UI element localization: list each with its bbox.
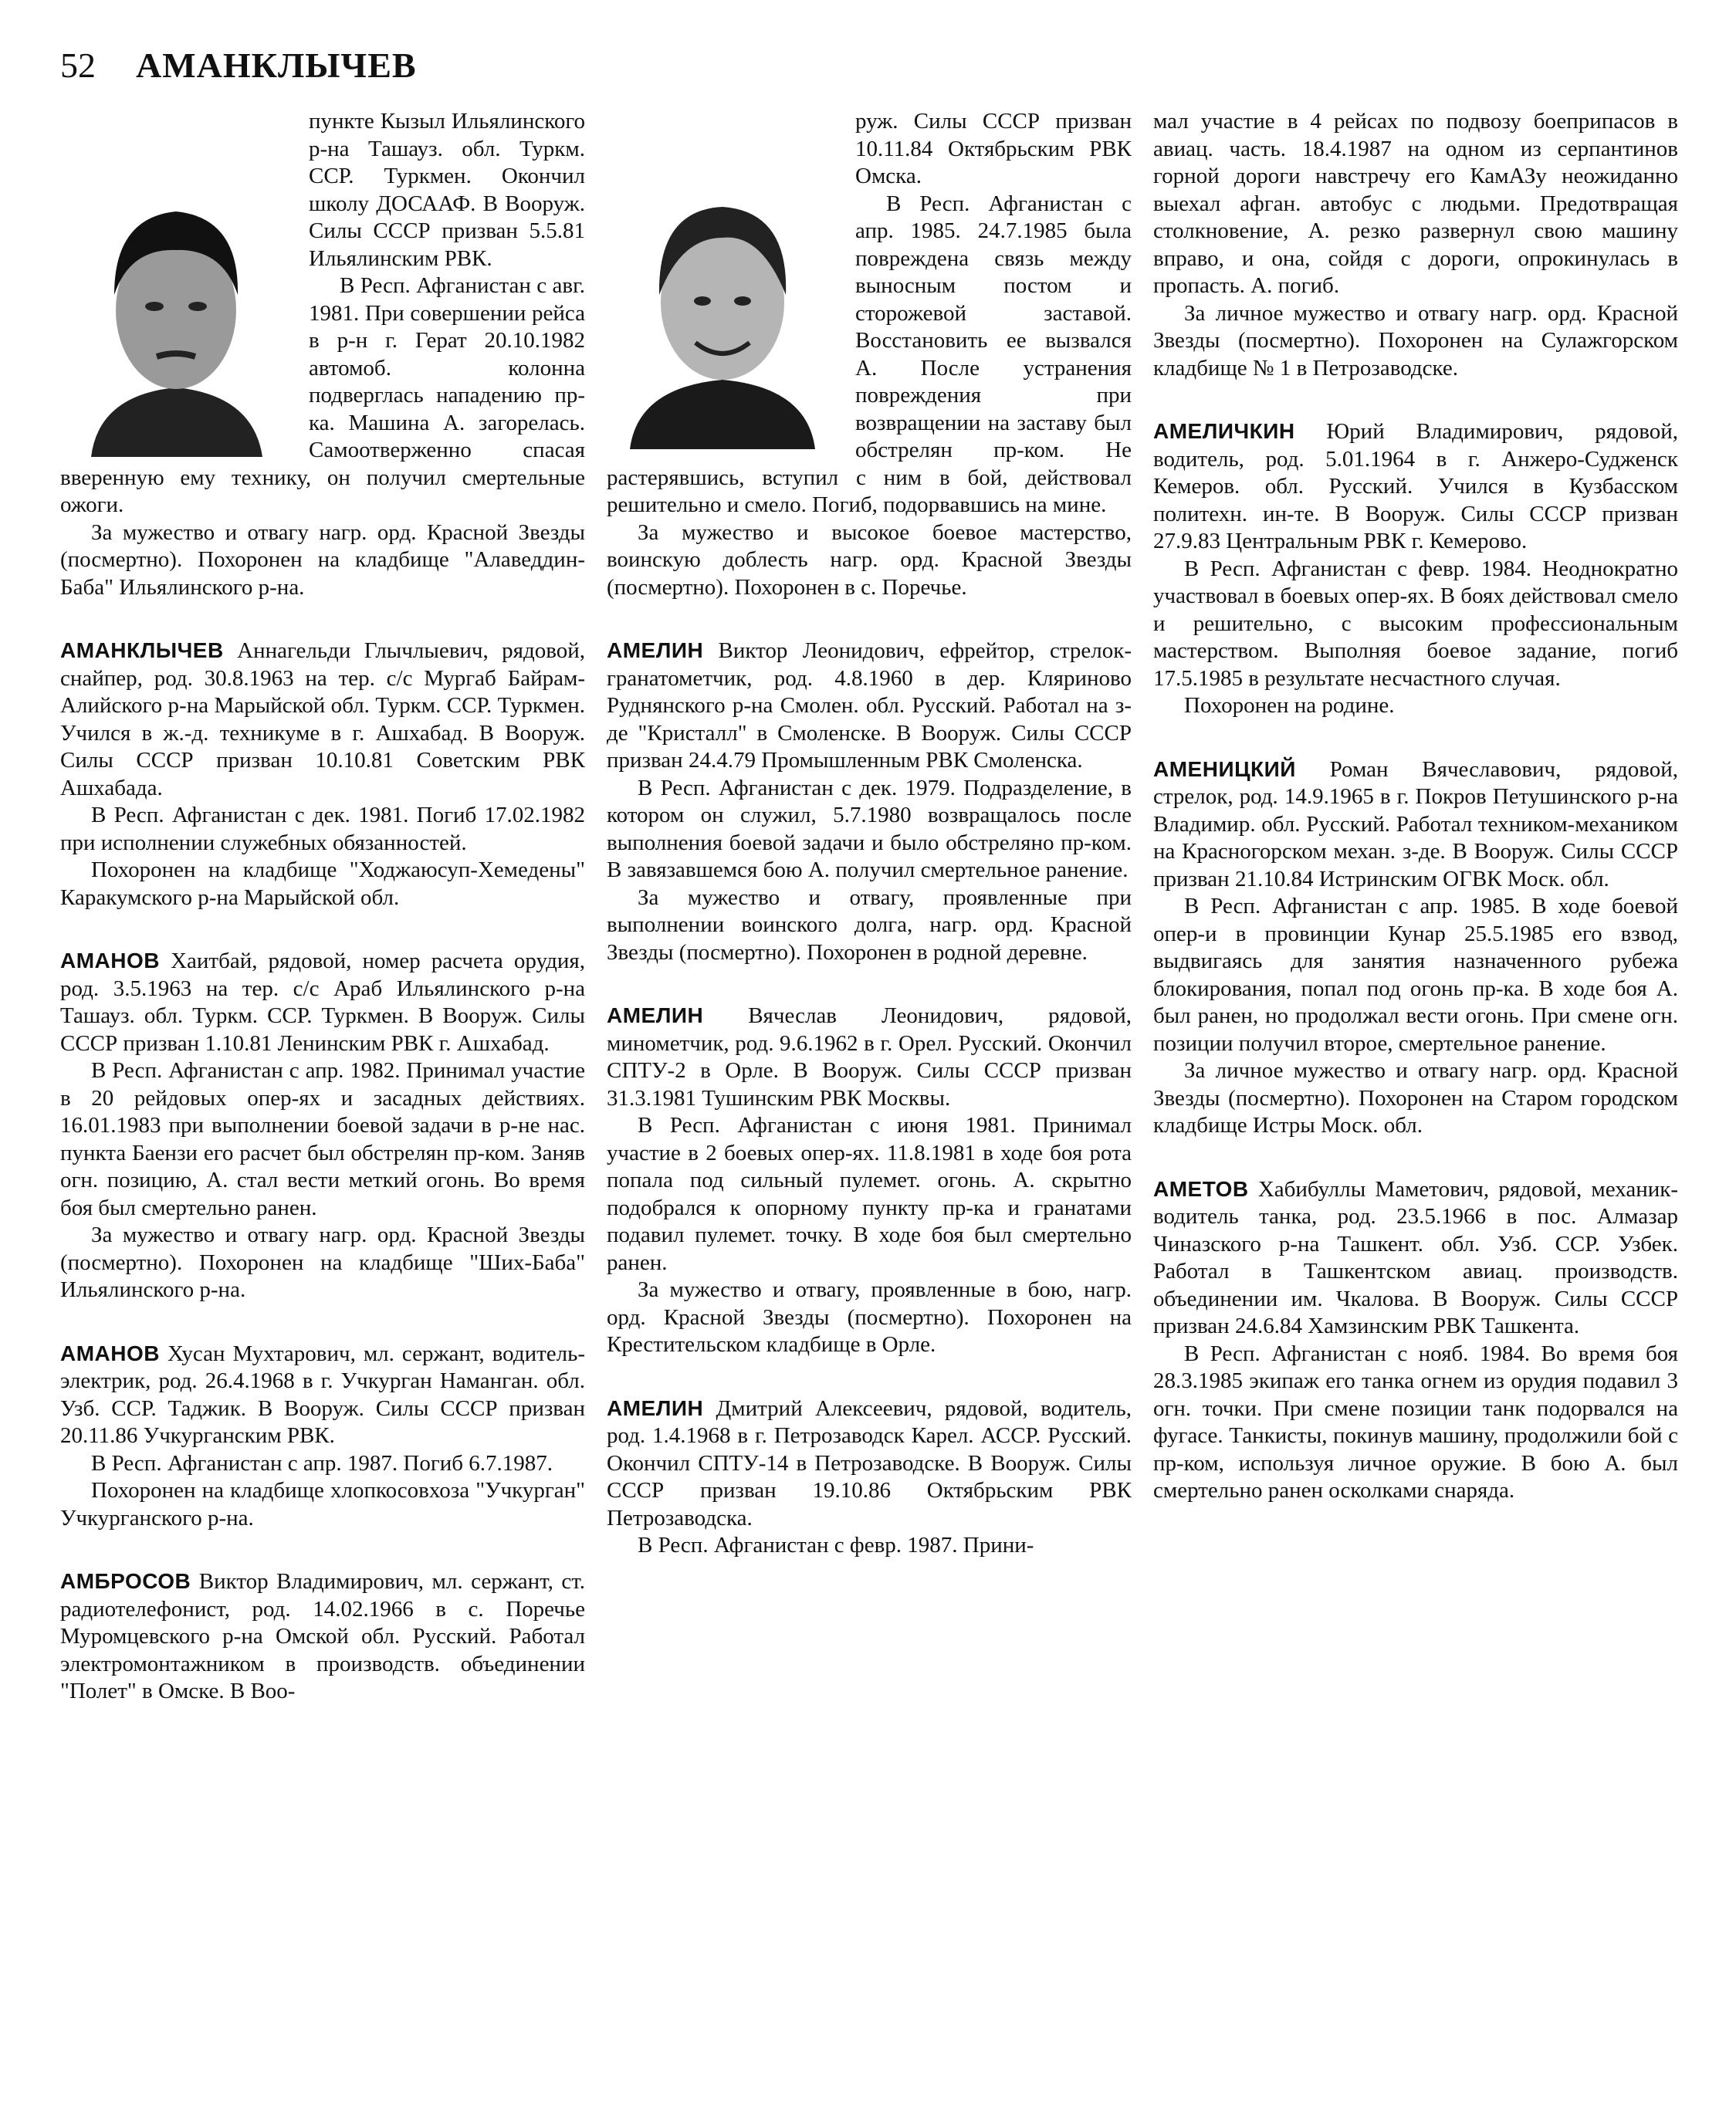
entry-text: Хусан Мухтарович, мл. сержант, водитель-электрик, род. 26.4.1968 в г. Учкурган Наманган. обл. Узб. ССР. Таджик. В Вооруж. Силы СССР призван 20.11.86 Учкурганским РВК. <box>60 1341 585 1448</box>
entry-first-paragraph <box>60 1340 585 1450</box>
entry-text: Хаитбай, рядовой, номер расчета орудия, род. 3.5.1963 на тер. с/с Араб Ильялинского р-на Ташауз. обл. Туркм. ССР. Туркмен. В Вооруж. Силы СССР призван 1.10.81 Ленинским РВК г. Ашхабад. <box>60 949 585 1056</box>
entry-paragraph: Похоронен на кладбище хлопкосовхоза "Учкурган" Учкурганского р-на. <box>60 1478 585 1531</box>
entry-first-paragraph <box>1153 1175 1678 1341</box>
entry-text: Вячеслав Леонидович, рядовой, минометчик, род. 9.6.1962 в г. Орел. Русский. Окончил СПТУ-2 в Орле. В Вооруж. Силы СССР призван 31.3.1981 Тушинским РВК Москвы. <box>607 1003 1132 1111</box>
entry-surname: АМБРОСОВ <box>60 1569 191 1593</box>
entry-amelin-dmitry <box>607 1395 1132 1560</box>
entry-surname: АМАНОВ <box>60 1341 160 1365</box>
entry-paragraph: За мужество и высокое боевое мастерство, воинскую доблесть нагр. орд. Красной Звезды (посмертно). Похоронен в с. Поречье. <box>607 519 1132 600</box>
entry-paragraph: В Респ. Афганистан с февр. 1984. Неоднократно участвовал в боевых опер-ях. В боях действовал смело и решительно, с высоким профессиональным мастерством. Выполняя боевое задание, погиб 17.5.1985 в результате несчастного случая. <box>1153 556 1678 691</box>
entry-ametov <box>1153 1175 1678 1505</box>
entry-amenitsky <box>1153 756 1678 1140</box>
entry-paragraph: В Респ. Афганистан с февр. 1987. Прини- <box>638 1533 1034 1558</box>
entry-paragraph: За мужество и отвагу, проявленные в бою, нагр. орд. Красной Звезды (посмертно). Похоронен на Крестительском кладбище в Орле. <box>607 1277 1132 1357</box>
entry-paragraph: В Респ. Афганистан с июня 1981. Принимал участие в 2 боевых опер-ях. 11.8.1981 в ходе боя рота попала под сильный пулемет. огонь. А. скрытно подобрался к опорному пункту пр-ка и гранатами подавил пулемет. точку. В ходе боя был смертельно ранен. <box>607 1113 1132 1275</box>
entry-text: Юрий Владимирович, рядовой, водитель, род. 5.01.1964 в г. Анжеро-Судженск Кемеров. обл. Русский. Учился в Кузбасском политехн. ин-те. В Вооруж. Силы СССР призван 27.9.83 Центральным РВК г. Кемерово. <box>1153 419 1678 553</box>
entry-surname: АМЕЛИН <box>607 1395 704 1420</box>
entry-paragraph: В Респ. Афганистан с апр. 1987. Погиб 6.7.1987. <box>91 1450 553 1476</box>
portrait-photo <box>607 164 838 449</box>
entry-surname: АМАНОВ <box>60 949 160 972</box>
entry-surname: АМЕЛИЧКИН <box>1153 419 1295 443</box>
column-2 <box>607 108 1132 2092</box>
entry-first-paragraph <box>1153 756 1678 894</box>
entry-paragraph: За мужество и отвагу нагр. орд. Красной Звезды (посмертно). Похоронен на кладбище "Ших-Баба" Ильялинского р-на. <box>60 1223 585 1302</box>
entry-surname: АМАНКЛЫЧЕВ <box>60 638 224 662</box>
column-3 <box>1153 108 1678 2092</box>
entry-paragraph: За личное мужество и отвагу нагр. орд. Красной Звезды (посмертно). Похоронен на Старом городском кладбище Истры Моск. обл. <box>1153 1058 1678 1138</box>
entry-paragraph: За личное мужество и отвагу нагр. орд. Красной Звезды (посмертно). Похоронен на Сулажгорском кладбище № 1 в Петрозаводске. <box>1153 300 1678 381</box>
entry-surname: АМЕНИЦКИЙ <box>1153 756 1296 781</box>
entry-paragraph: В Респ. Афганистан с авг. 1981. При совершении рейса в р-н г. Герат 20.10.1982 автомоб. колонна подверглась нападению пр-ка. Машина А. загорелась. Самоотверженно спасая вверенную ему технику, он получил смертельные ожоги. <box>60 273 585 517</box>
entry-first-paragraph <box>1153 418 1678 556</box>
entry-paragraph: руж. Силы СССР призван 10.11.84 Октябрьским РВК Омска. <box>855 109 1132 188</box>
entry-first-paragraph <box>607 1395 1132 1533</box>
entry-amelin-vyacheslav <box>607 1002 1132 1359</box>
entry-paragraph: Похоронен на кладбище "Ходжаюсуп-Хемедены" Каракумского р-на Марыйской обл. <box>60 857 585 910</box>
entry-ambrosov <box>60 1568 585 1706</box>
entry-text: Аннагельди Глычлыевич, рядовой, снайпер, род. 30.8.1963 на тер. с/с Мургаб Байрам-Алийского р-на Марыйской обл. Туркм. ССР. Туркмен. Учился в ж.-д. техникуме в г. Ашхабад. В Вооруж. Силы СССР призван 10.10.81 Советским РВК Ашхабада. <box>60 638 585 800</box>
page-header <box>60 45 417 91</box>
entry-first-paragraph <box>607 1002 1132 1112</box>
entry-paragraph: мал участие в 4 рейсах по подвозу боеприпасов в авиац. часть. 18.4.1987 на одном из серпантинов горной дороги навстречу его КамАЗу неожиданно выехал афган. автобус с людьми. Предотвращая столкновение, А. резко развернул свою машину вправо, и она, сойдя с дороги, опрокинулась в пропасть. А. погиб. <box>1153 109 1678 298</box>
entry-paragraph: В Респ. Афганистан с нояб. 1984. Во время боя 28.3.1985 экипаж его танка огнем из орудия подавил 3 огн. точки. При смене позиции танк подорвался на фугасе. Танкисты, покинув машину, продолжили бой с пр-ком, используя личное оружие. В бою А. был смертельно ранен осколками снаряда. <box>1153 1341 1678 1503</box>
entry-paragraph: В Респ. Афганистан с апр. 1982. Принимал участие в 20 рейдовых опер-ях и засадных действиях. 16.01.1983 при выполнении боевой задачи в р-не нас. пункта Баензи его расчет был обстрелян пр-ком. Заняв огн. позицию, А. стал вести меткий огонь. Во время боя был смертельно ранен. <box>60 1058 585 1220</box>
entry-paragraph: В Респ. Афганистан с апр. 1985. В ходе боевой опер-и в провинции Кунар 25.5.1985 его взвод, выдвигаясь для занятия назначенного рубежа блокирования, попал под огонь пр-ка. В ходе боя А. был ранен, но продолжал вести огонь. При смене огн. позиции получил второе, смертельное ранение. <box>1153 894 1678 1056</box>
entry-amanov-husan <box>60 1340 585 1533</box>
entry-amelin-viktor <box>607 637 1132 966</box>
entry-ambrosov-continued <box>607 108 1132 601</box>
running-head: АМАНКЛЫЧЕВ <box>136 46 417 85</box>
entry-first-paragraph <box>60 947 585 1057</box>
column-1 <box>60 108 585 2092</box>
entry-text: Виктор Владимирович, мл. сержант, ст. радиотелефонист, род. 14.02.1966 в с. Поречье Муромцевского р-на Омской обл. Русский. Работал электромонтажником в производств. объединении "Полет" в Омске. В Воо- <box>60 1569 585 1703</box>
entry-first-paragraph <box>60 637 585 802</box>
entry-paragraph: Похоронен на родине. <box>1184 693 1395 718</box>
page-number: 52 <box>60 46 96 85</box>
entry-surname: АМЕЛИН <box>607 638 704 662</box>
entry-amelichkin <box>1153 418 1678 720</box>
entry-text: Виктор Леонидович, ефрейтор, стрелок-гранатометчик, род. 4.8.1960 в дер. Кляриново Руднянского р-на Смолен. обл. Русский. Работал на з-де "Кристалл" в Смоленске. В Вооруж. Силы СССР призван 24.4.79 Промышленным РВК Смоленска. <box>607 638 1132 773</box>
entry-amanklychev-continued <box>60 108 585 601</box>
entry-first-paragraph <box>60 1568 585 1706</box>
entry-surname: АМЕТОВ <box>1153 1176 1249 1201</box>
entry-first-paragraph <box>607 637 1132 775</box>
entry-surname: АМЕЛИН <box>607 1003 704 1027</box>
entry-amanklychev-annageldi <box>60 637 585 912</box>
entry-amanov-haitbai <box>60 947 585 1304</box>
entry-amelin-dmitry-continued <box>1153 108 1678 382</box>
entry-paragraph: В Респ. Афганистан с дек. 1981. Погиб 17.02.1982 при исполнении служебных обязанностей. <box>60 803 585 855</box>
entry-paragraph: За мужество и отвагу, проявленные при выполнении воинского долга, нагр. орд. Красной Звезды (посмертно). Похоронен в родной деревне. <box>607 884 1132 965</box>
entry-paragraph: пункте Кызыл Ильялинского р-на Ташауз. обл. Туркм. ССР. Туркмен. Окончил школу ДОСААФ. В Вооруж. Силы СССР призван 5.5.81 Ильялинским РВК. <box>309 109 585 271</box>
entry-paragraph: В Респ. Афганистан с апр. 1985. 24.7.1985 была повреждена связь между выносным постом и сторожевой заставой. Восстановить ее вызвался А. После устранения повреждения при возвращении на заставу был обстрелян пр-ком. Не растерявшись, вступил с ним в бой, действовал решительно и смело. Погиб, подорвавшись на мине. <box>607 191 1132 517</box>
entry-paragraph: За мужество и отвагу нагр. орд. Красной Звезды (посмертно). Похоронен на кладбище "Алаведдин-Баба" Ильялинского р-на. <box>60 519 585 600</box>
entry-paragraph: В Респ. Афганистан с дек. 1979. Подразделение, в котором он служил, 5.7.1980 возвращалось после выполнения боевой задачи и было обстреляно пр-ком. В завязавшемся бою А. получил смертельное ранение. <box>607 775 1132 882</box>
entry-text: Роман Вячеславович, рядовой, стрелок, род. 14.9.1965 в г. Покров Петушинского р-на Владимир. обл. Русский. Работал техником-механиком на Красногорском механ. з-де. В Вооруж. Силы СССР призван 21.10.84 Истринским ОГВК Моск. обл. <box>1153 756 1678 891</box>
portrait-photo <box>60 164 292 457</box>
entry-text: Хабибуллы Маметович, рядовой, механик-водитель танка, род. 23.5.1966 в пос. Алмазар Чиназского р-на Ташкент. обл. Узб. ССР. Узбек. Работал в Ташкентском авиац. производств. объединении им. Чкалова. В Вооруж. Силы СССР призван 24.6.84 Хамзинским РВК Ташкента. <box>1153 1176 1678 1338</box>
entry-text: Дмитрий Алексеевич, рядовой, водитель, род. 1.4.1968 в г. Петрозаводск Карел. АССР. Русский. Окончил СПТУ-14 в Петрозаводске. В Вооруж. Силы СССР призван 19.10.86 Октябрьским РВК Петрозаводска. <box>607 1395 1132 1531</box>
